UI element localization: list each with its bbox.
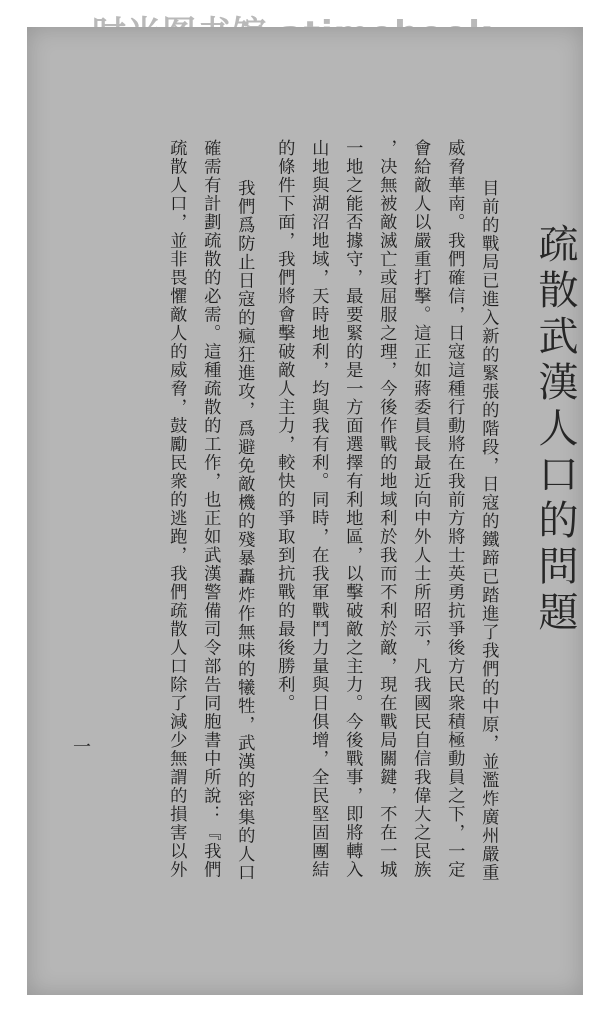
text-column-6: 山地與湖沼地域，天時地利，均與我有利。同時，在我軍戰鬥力量與日俱增，全民堅固團結 [308,139,329,879]
text-column-9: 確需有計劃疏散的必需。這種疏散的工作，也正如武漢警備司令部告同胞書中所說：『我們 [200,139,221,879]
text-column-2: 威脅華南。我們確信，日寇這種行動將在我前方將士英勇抗爭後方民衆積極動員之下，一定 [444,139,465,879]
page-number: 一 [73,737,91,758]
page-title: 疏散武漢人口的問題 [532,223,578,637]
text-column-5: 一地之能否據守，最要緊的是一方面選擇有利地區，以擊破敵之主力。今後戰事，即將轉入 [342,139,363,879]
text-column-4: ，决無被敵滅亡或屈服之理，今後作戰的地域利於我而不利於敵，現在戰局關鍵，不在一城 [376,139,397,879]
text-column-7: 的條件下面，我們將會擊破敵人主力，較快的爭取到抗戰的最後勝利。 [274,139,295,713]
book-page [27,27,583,995]
text-column-8: 我們爲防止日寇的瘋狂進攻，爲避免敵機的殘暴轟炸作無味的犧牲，武漢的密集的人口 [234,179,255,882]
text-column-10: 疏散人口，並非畏懼敵人的威脅，鼓勵民衆的逃跑，我們疏散人口除了減少無謂的損害以外 [166,139,187,879]
text-column-1: 目前的戰局已進入新的緊張的階段，日寇的鐵蹄已踏進了我們的中原，並濫炸廣州嚴重 [478,179,499,882]
text-column-3: 會給敵人以嚴重打擊。這正如蔣委員長最近向中外人士所昭示，凡我國民自信我偉大之民族 [410,139,431,879]
